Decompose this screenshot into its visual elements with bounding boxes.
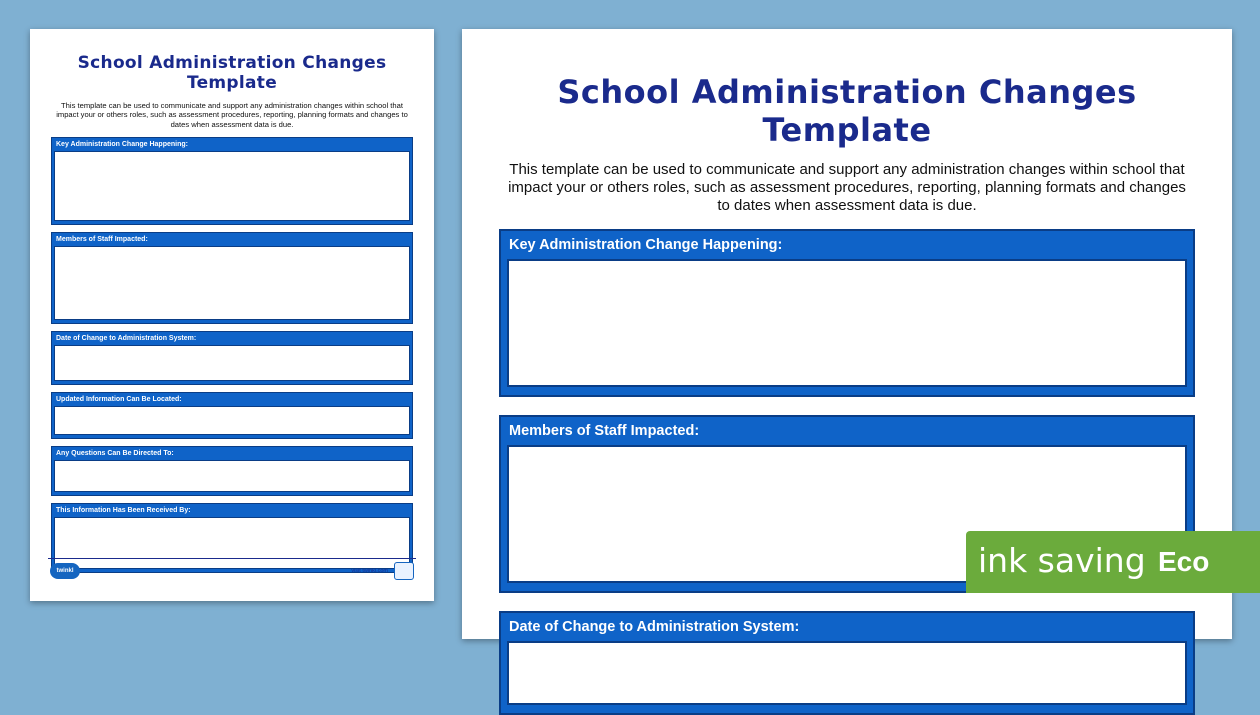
page-title: School Administration Changes Template — [557, 73, 1137, 149]
box-label: This Information Has Been Received By: — [56, 507, 191, 515]
form-box-date-of-change — [51, 331, 413, 385]
box-label: Key Administration Change Happening: — [509, 237, 783, 253]
form-box-key-change — [51, 137, 413, 225]
text-area[interactable] — [54, 246, 410, 320]
box-label: Members of Staff Impacted: — [56, 236, 148, 244]
box-label: Date of Change to Administration System: — [56, 335, 197, 343]
text-area[interactable] — [507, 641, 1187, 705]
form-box-questions — [51, 446, 413, 496]
visit-link[interactable]: visit twinkl.com — [351, 568, 388, 574]
twinkl-life-logo: twinkl LIFE — [50, 563, 80, 579]
text-area[interactable] — [54, 460, 410, 492]
box-label: Key Administration Change Happening: — [56, 141, 188, 149]
badge-text: ink saving — [978, 541, 1146, 580]
badge-logo-icon — [394, 562, 414, 580]
text-area[interactable] — [507, 259, 1187, 387]
intro-text: This template can be used to communicate and support any administration changes within school that impact your or others roles, such as assessment procedures, reporting, planning formats and changes to dates when assessment data is due. — [56, 101, 408, 129]
text-area[interactable] — [54, 406, 410, 435]
form-box-key-change — [499, 229, 1195, 397]
box-label: Date of Change to Administration System: — [509, 619, 800, 635]
text-area[interactable] — [54, 151, 410, 221]
form-box-staff-impacted — [51, 232, 413, 324]
text-area[interactable] — [54, 345, 410, 381]
eco-label: Eco — [1158, 546, 1210, 577]
form-box-date-of-change — [499, 611, 1195, 715]
eco-ink-saving-badge — [966, 531, 1260, 593]
box-label: Members of Staff Impacted: — [509, 423, 700, 439]
form-box-info-located — [51, 392, 413, 439]
page-footer — [48, 558, 416, 590]
intro-text: This template can be used to communicate and support any administration changes within school that impact your or others roles, such as assessment procedures, reporting, planning formats and changes to dates when assessment data is due. — [508, 161, 1186, 214]
small-page-preview — [30, 29, 434, 601]
box-label: Updated Information Can Be Located: — [56, 396, 182, 404]
page-title: School Administration Changes Template — [77, 53, 387, 93]
box-label: Any Questions Can Be Directed To: — [56, 450, 174, 458]
